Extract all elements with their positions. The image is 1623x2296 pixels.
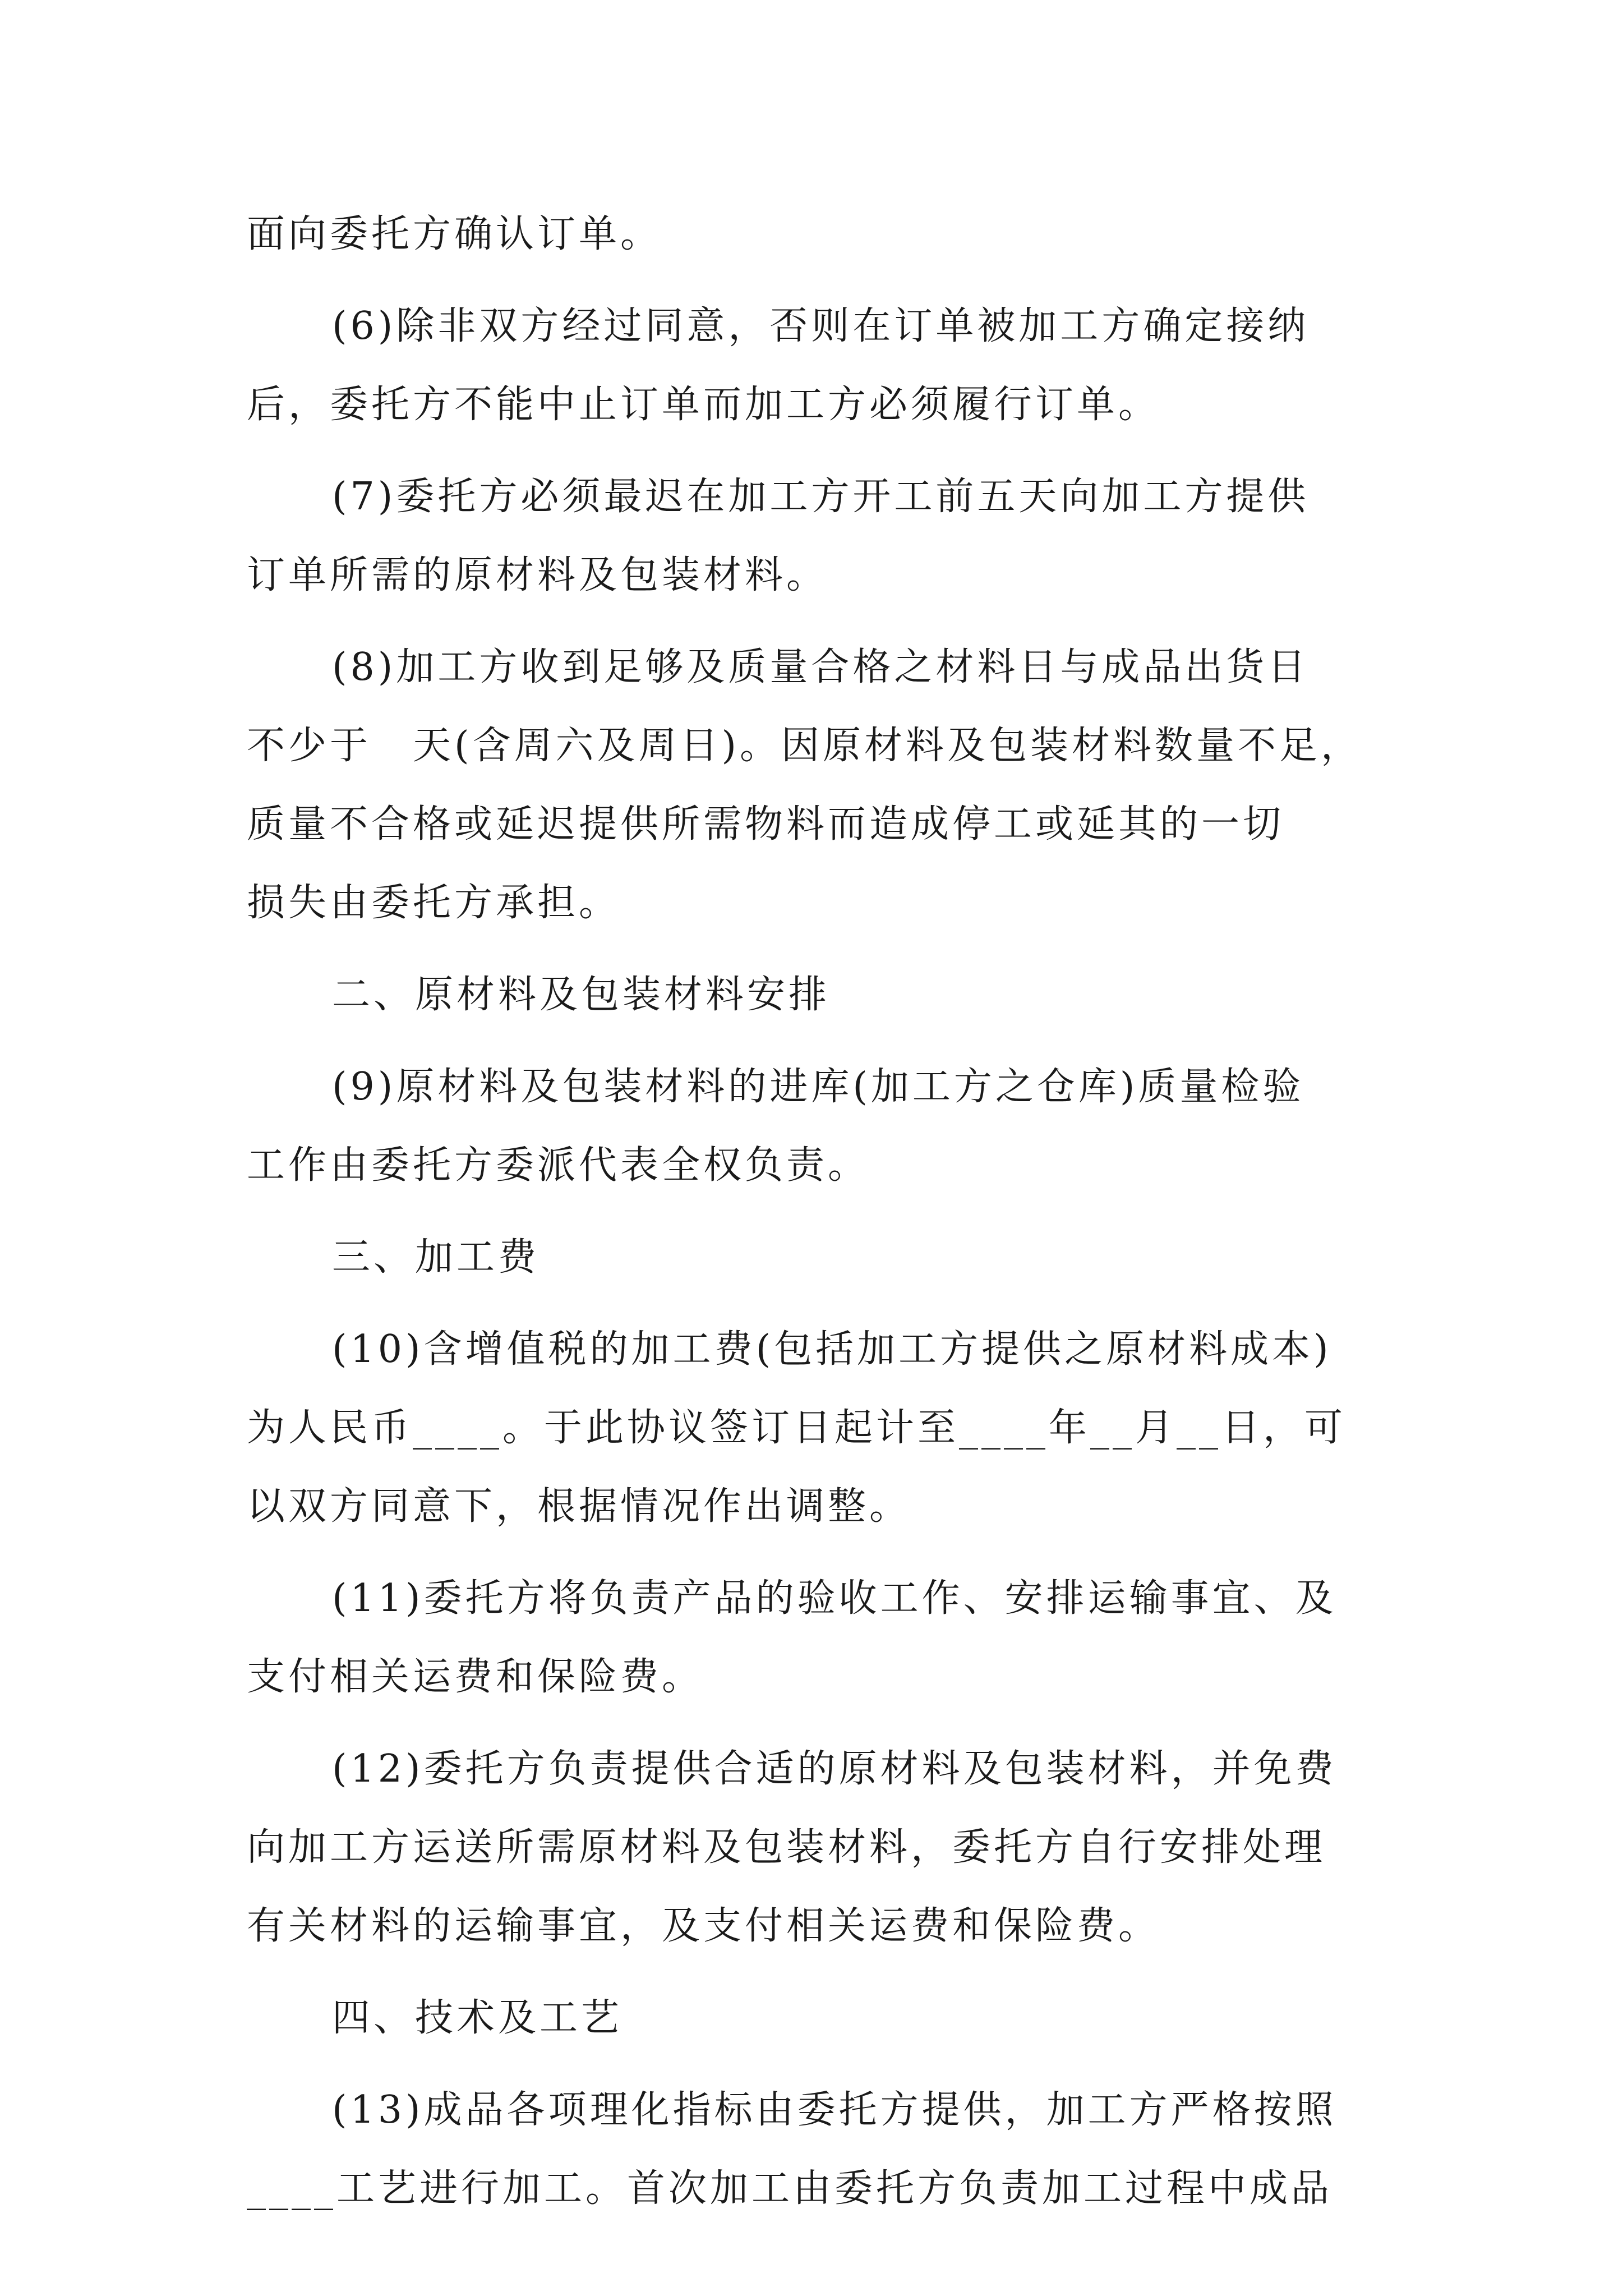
document-body	[247, 195, 1391, 2228]
clause-8: (8)加工方收到足够及质量合格之材料日与成品出货日	[332, 645, 1310, 689]
text-line: 以双方同意下，根据情况作出调整。	[247, 1484, 911, 1529]
text-line: 后，委托方不能中止订单而加工方必须履行订单。	[247, 383, 1160, 427]
text-line: 为人民币____。于此协议签订日起计至____年__月__日，可	[247, 1406, 1347, 1450]
text-line: 有关材料的运输事宜，及支付相关运费和保险费。	[247, 1904, 1160, 1948]
text-line: 损失由委托方承担。	[247, 881, 621, 925]
clause-10: (10)含增值税的加工费(包括加工方提供之原材料成本)	[332, 1327, 1332, 1372]
clause-9: (9)原材料及包装材料的进库(加工方之仓库)质量检验	[332, 1065, 1304, 1109]
text-line: 向加工方运送所需原材料及包装材料，委托方自行安排处理	[247, 1825, 1326, 1870]
text-line: ____工艺进行加工。首次加工由委托方负责加工过程中成品	[247, 2166, 1333, 2211]
text-line: 不少于 天(含周六及周日)。因原材料及包装材料数量不足，	[247, 724, 1363, 768]
clause-7: (7)委托方必须最迟在加工方开工前五天向加工方提供	[332, 475, 1310, 519]
clause-13: (13)成品各项理化指标由委托方提供，加工方严格按照	[332, 2088, 1337, 2132]
clause-11: (11)委托方将负责产品的验收工作、安排运输事宜、及	[332, 1576, 1337, 1621]
text-line: 支付相关运费和保险费。	[247, 1655, 704, 1699]
section-heading-2: 二、原材料及包装材料安排	[332, 973, 831, 1017]
section-heading-4: 四、技术及工艺	[332, 1996, 623, 2040]
text-line: 质量不合格或延迟提供所需物料而造成停工或延其的一切	[247, 802, 1285, 846]
clause-12: (12)委托方负责提供合适的原材料及包装材料，并免费	[332, 1747, 1337, 1791]
text-line: 工作由委托方委派代表全权负责。	[247, 1143, 870, 1188]
text-line: 订单所需的原材料及包装材料。	[247, 553, 828, 597]
text-line: 面向委托方确认订单。	[247, 212, 662, 256]
section-heading-3: 三、加工费	[332, 1235, 540, 1280]
clause-6: (6)除非双方经过同意，否则在订单被加工方确定接纳	[332, 304, 1310, 348]
